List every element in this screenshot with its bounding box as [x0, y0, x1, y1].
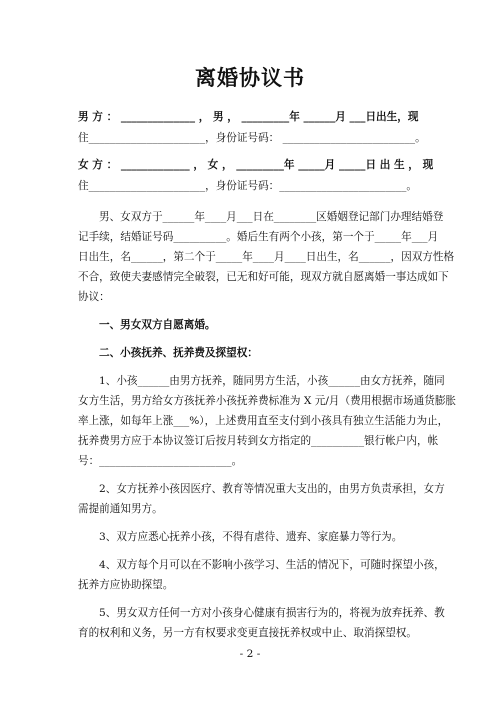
paragraph-line: 男、女双方于______年____月___日在________区婚姻登记部门办理结婚登: [99, 211, 444, 223]
clause-line: 4、双方每个月可以在不影响小孩学习、生活的情况下，可随时探望小孩，: [99, 559, 445, 571]
paragraph-line: 记手续，结婚证号码__________。婚后生有两个小孩，第一个于_____年___月: [78, 231, 439, 243]
clause-line: 抚养费男方应于本协议签订后按月转到女方指定的__________银行帐户内，帐: [78, 435, 439, 447]
paragraph-line: 协议：: [78, 291, 110, 303]
clause-line: 抚养方应协助探望。: [78, 579, 174, 591]
male-address-line: 住______________________，身份证号码： _________________________。: [78, 132, 426, 144]
section-heading-1: 一、男女双方自愿离婚。: [99, 319, 216, 331]
clause-line: 女方生活，男方给女方孩抚养小孩抚养费标准为 X 元/月（费用根据市场通货膨胀: [78, 395, 457, 407]
female-address-line: 住______________________，身份证号码：________________________。: [78, 180, 417, 192]
paragraph-line: 日出生，名______，第二个于_____年____月____日出生，名______，因双方性格: [78, 251, 455, 263]
paragraph-line: 不合，致使夫妻感情完全破裂，已无和好可能，现双方就自愿离婚一事达成如下: [78, 271, 449, 283]
document-title: 离婚协议书: [195, 65, 305, 90]
clause-line: 3、双方应悉心抚养小孩，不得有虐待、遗弃、家庭暴力等行为。: [99, 531, 403, 543]
page-number: - 2 -: [239, 648, 261, 660]
clause-line: 育的权利和义务，另一方有权要求变更直接抚养权或中止、取消探望权。: [78, 627, 417, 639]
female-party-line: 女 方 ： _____________ ， 女 ， _________年 _____月 _____日 出 生 ， 现: [78, 159, 434, 171]
clause-line: 号：_________________________。: [78, 455, 243, 467]
clause-line: 率上涨，如每年上涨___%），上述费用直至支付到小孩具有独立生活能力为止，: [78, 415, 449, 427]
clause-line: 需提前通知男方。: [78, 503, 163, 515]
section-heading-2: 二、小孩抚养、抚养费及探望权：: [99, 347, 258, 359]
clause-line: 2、女方抚养小孩因医疗、教育等情况重大支出的，由男方负责承担，女方: [99, 483, 445, 495]
clause-line: 5、男女双方任何一方对小孩身心健康有损害行为的，将视为放弃抚养、教: [99, 607, 445, 619]
clause-line: 1、小孩______由男方抚养，随同男方生活，小孩______由女方抚养，随同: [99, 375, 445, 387]
male-party-line: 男 方 ： ______________ ， 男 ， _________年 ______月 ___日出生，现: [78, 111, 419, 123]
